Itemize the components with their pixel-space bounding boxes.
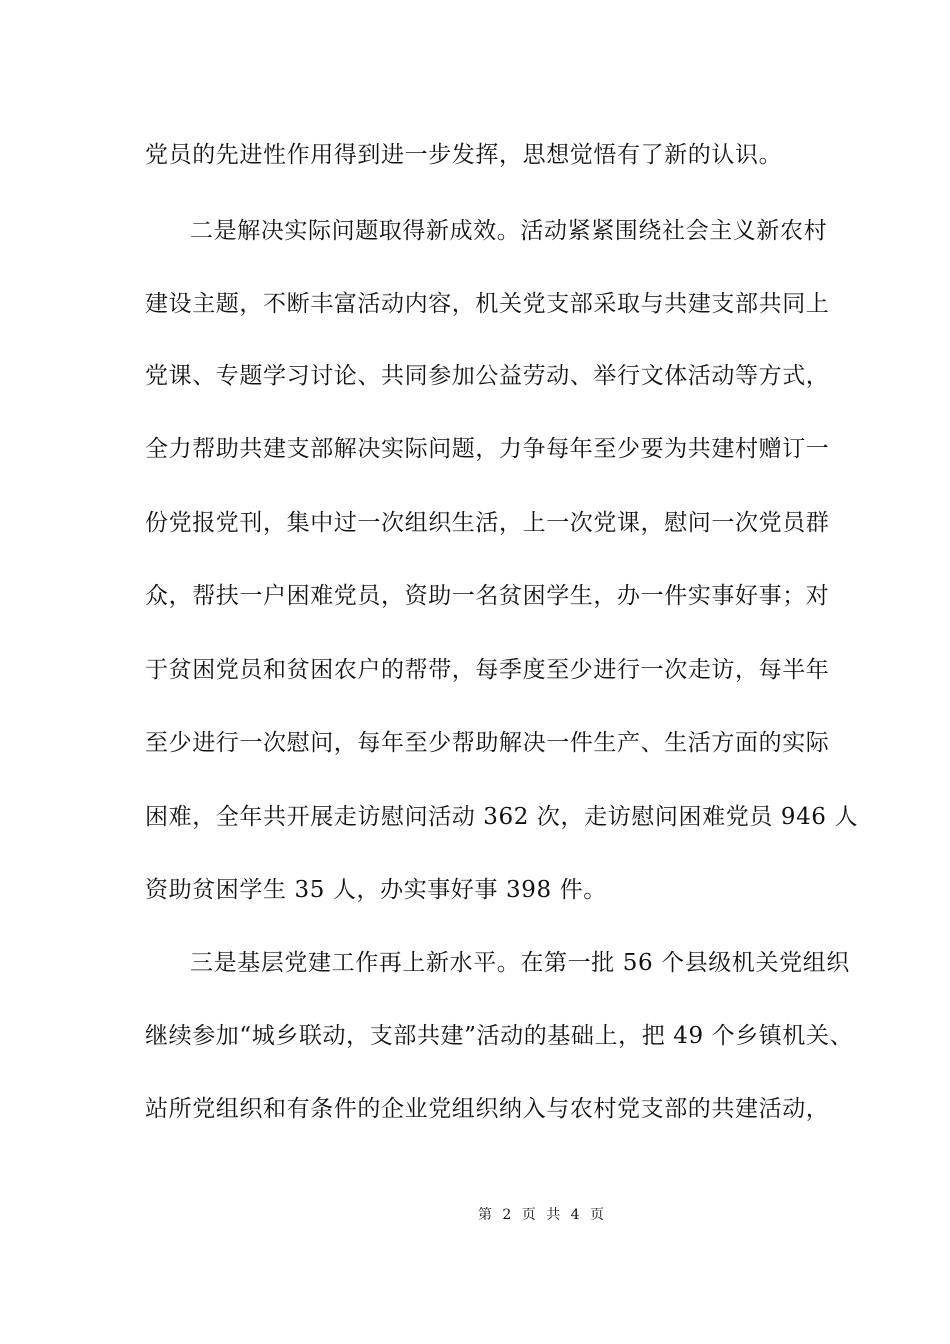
text-line: 资助贫困学生 35 人，办实事好事 398 件。: [145, 877, 607, 903]
paragraph-start-line: 二是解决实际问题取得新成效。活动紧紧围绕社会主义新农村: [190, 218, 828, 244]
paragraph-start-line: 三是基层党建工作再上新水平。在第一批 56 个县级机关党组织: [190, 950, 850, 976]
text-line: 党员的先进性作用得到进一步发挥，思想觉悟有了新的认识。: [145, 142, 783, 168]
text-line: 建设主题，不断丰富活动内容，机关党支部采取与共建支部共同上: [145, 291, 830, 317]
text-line: 众，帮扶一户困难党员，资助一名贫困学生，办一件实事好事；对: [145, 583, 830, 609]
page-number-footer: 第 2 页 共 4 页: [477, 1207, 608, 1223]
text-line: 站所党组织和有条件的企业党组织纳入与农村党支部的共建活动，: [145, 1096, 830, 1122]
text-line: 至少进行一次慰问，每年至少帮助解决一件生产、生活方面的实际: [145, 730, 830, 756]
text-line: 全力帮助共建支部解决实际问题，力争每年至少要为共建村赠订一: [145, 436, 830, 462]
text-line: 困难，全年共开展走访慰问活动 362 次，走访慰问困难党员 946 人: [145, 804, 859, 830]
text-line: 份党报党刊，集中过一次组织生活，上一次党课，慰问一次党员群: [145, 510, 830, 536]
text-line: 党课、专题学习讨论、共同参加公益劳动、举行文体活动等方式，: [145, 363, 830, 389]
text-line: 于贫困党员和贫困农户的帮带，每季度至少进行一次走访，每半年: [145, 657, 830, 683]
text-line: 继续参加“城乡联动，支部共建”活动的基础上，把 49 个乡镇机关、: [145, 1023, 854, 1049]
